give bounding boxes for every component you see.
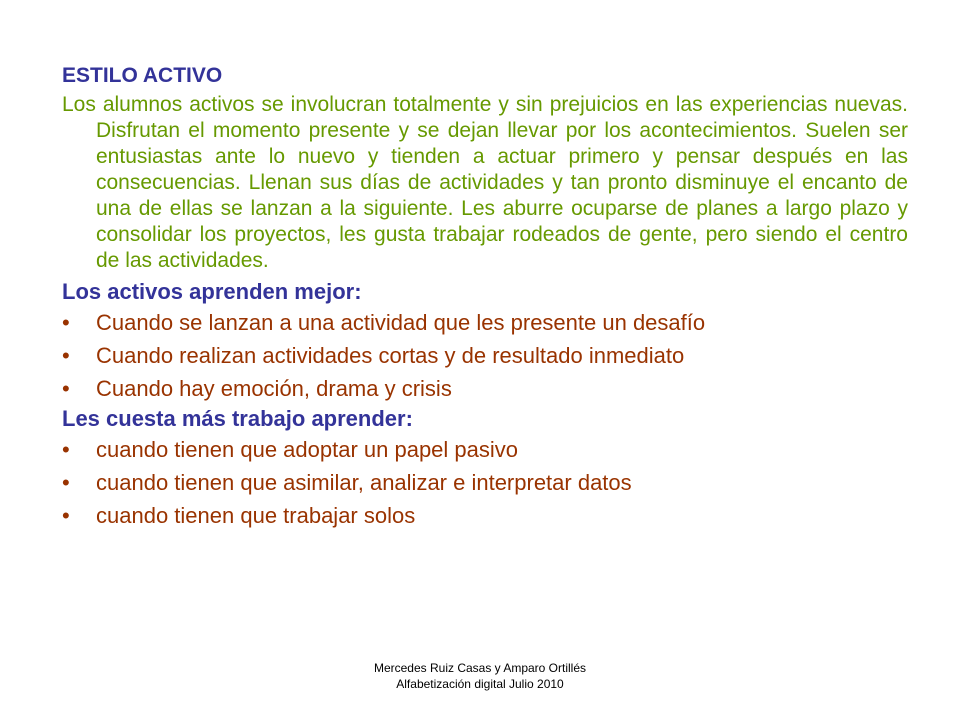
list-item-text: cuando tienen que trabajar solos (96, 503, 416, 528)
list-item-text: Cuando realizan actividades cortas y de resultado inmediato (96, 343, 685, 368)
intro-paragraph: Los alumnos activos se involucran totalmente y sin prejuicios en las experiencias nuevas. Disfrutan el momento presente y se dejan llevar por los acontecimientos. Suelen ser entusiastas ante lo nuevo y tienden a actuar primero y pensar después en las consecuencias. Llenan sus días de actividades y tan pronto disminuye el encanto de una de ellas se lanzan a la siguiente. Les aburre ocuparse de planes a largo plazo y consolidar los proyectos, les gusta trabajar rodeados de gente, pero siendo el centro de las actividades. (62, 93, 908, 272)
bullet-icon: • (62, 343, 70, 368)
bullet-icon: • (62, 503, 70, 528)
list-item (62, 306, 908, 339)
list-item-text: Cuando se lanzan a una actividad que les presente un desafío (96, 310, 706, 335)
learn-better-list (62, 306, 908, 405)
list-item (62, 466, 908, 499)
list-item (62, 339, 908, 372)
slide-body (62, 62, 908, 532)
bullet-icon: • (62, 437, 70, 462)
footer-course-date: Alfabetización digital Julio 2010 (396, 677, 564, 691)
bullet-icon: • (62, 310, 70, 335)
learn-harder-heading: Les cuesta más trabajo aprender: (62, 406, 413, 431)
bullet-icon: • (62, 376, 70, 401)
learn-harder-list (62, 433, 908, 532)
list-item-text: cuando tienen que adoptar un papel pasivo (96, 437, 519, 462)
bullet-icon: • (62, 470, 70, 495)
learn-better-heading: Los activos aprenden mejor: (62, 279, 362, 304)
list-item (62, 433, 908, 466)
list-item-text: Cuando hay emoción, drama y crisis (96, 376, 452, 401)
footer-authors: Mercedes Ruiz Casas y Amparo Ortillés (373, 661, 587, 675)
list-item (62, 499, 908, 532)
slide-footer (0, 660, 960, 692)
list-item (62, 372, 908, 405)
list-item-text: cuando tienen que asimilar, analizar e interpretar datos (96, 470, 632, 495)
slide-title: ESTILO ACTIVO (62, 64, 223, 87)
